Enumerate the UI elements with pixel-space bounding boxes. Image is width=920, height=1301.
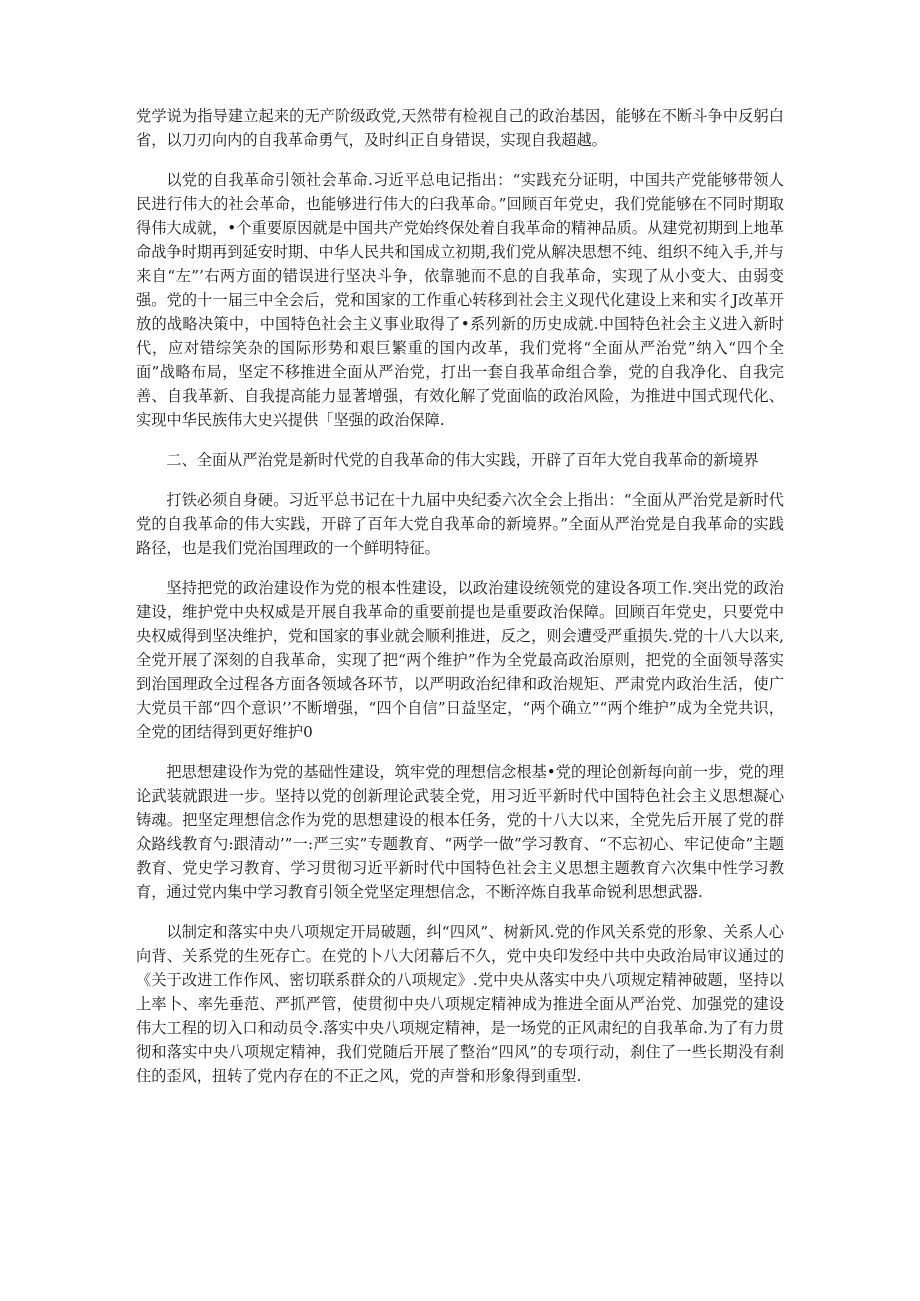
paragraph-political-building: 坚持把党的政治建设作为党的根本性建设，以政治建设统领党的建设各项工作.突出党的政治建设，维护党中央权威是开展自我革命的重要前提也是重要政治保障。回顾百年党史，只要党中央权威得到坚决维护，党和国家的事业就会顺利推进，反之，则会遭受严重损失.党的十八大以来,全党开展了深刻的自我革命，实现了把“两个维护”作为全党最高政治原则，把党的全面领导落实到治国理政全过程各方面各领域各环节，以严明政治纪律和政治规矩、严肃党内政治生活，使广大党员干部“四个意识’’不断增强，“四个自信”日益坚定，“两个确立”“两个维护”成为全党共识，全党的团结得到更好维护0	[136, 579, 784, 741]
paragraph-ideological-building: 把思想建设作为党的基础性建设，筑牢党的理想信念根基•党的理论创新每向前一步，党的理论武装就跟进一步。坚持以党的创新理论武装全党，用习近平新时代中国特色社会主义思想凝心铸魂。把坚定理想信念作为党的思想建设的根本任务，党的十八大以来，全党先后开展了党的群众路线教育勺:跟清动’”一:严三实”专题教育、“两学一做”学习教育、“不忘初心、牢记使命”主题教育、党史学习教育、学习贯彻习近平新时代中国特色社会主义思想主题教育六次集中性学习教育，通过党内集中学习教育引领全党坚定理想信念，不断淬炼自我革命锐利思想武器.	[136, 763, 784, 901]
paragraph-eight-point-rules: 以制定和落实中央八项规定开局破题，纠“四风”、树新风.党的作风关系党的形象、关系人心向背、关系党的生死存亡。在党的卜八大闭幕后不久，党中央印发经中共中央政治局审议通过的《关于改进工作作风、密切联系群众的八项规定》.党中央从落实中央八项规定精神破题，坚持以上率卜、率先垂范、严抓严管，使贯彻中央八项规定精神成为推进全面从严治党、加强党的建设伟大工程的切入口和动员令.落实中央八项规定精神，是一场党的正风肃纪的自我革命.为了有力贯彻和落实中央八项规定精神，我们党随后开展了整治“四风”的专项行动，刹住了一些长期没有刹住的歪风，扭转了党内存在的不正之风，党的声誉和形象得到重型.	[136, 923, 784, 1085]
paragraph-continuation: 党学说为指导建立起来的无产阶级政党,天然带有检视自己的政治基因，能够在不断斗争中反躬白省，以刀刃向内的自我革命勇气，及时纠正自身错误，实现自我超越。	[136, 107, 784, 149]
paragraph-self-revolution-leads-social-revolution: 以党的自我革命引领社会革命.习近平总电记指出：“实践充分证明，中国共产党能够带领人民进行伟大的社会革命，也能够进行伟大的臼我革命。”回顾百年党史，我们党能够在不同时期取得伟大成就，•个重要原因就是中国共产党始终保处着自我革命的精神品质。从建党初期到上地革命战争时期再到延安时期、中华人民共和国成立初期,我们党从解决思想不纯、组织不纯入手,并与来自“左”’右两方面的错误进行坚决斗争，依靠驰而不息的自我革命，实现了从小变大、由弱变强。党的十一届三中全会后，党和国家的工作重心转移到社会主义现代化建设上来和实彳J改革开放的战略决策中，中国特色社会主义事业取得了•系列新的历史成就.中国特色社会主义进入新时代，应对错综笑杂的国际形势和艰巨繁重的国内改革，我们党将“全面从严治党”纳入“四个全面”战略布局，坚定不移推进全面从严治党，打出一套自我革命组合拳，党的自我净化、自我完善、自我革新、自我提高能力显著增强，有效化解了党面临的政治风险，为推进中国式现代化、实现中华民族伟大史兴提供「坚强的政治保障.	[136, 171, 784, 429]
paragraph-iron-forging: 打铁必须自身硬。习近平总书记在十九届中央纪委六次全会上指出：“全面从严治党是新时代党的自我革命的伟大实践，开辟了百年大党自我革命的新境界。”全面从严治党是自我革命的实践路径，也是我们党治国理政的一个鲜明特征。	[136, 491, 784, 557]
section-heading-two: 二、全面从严治党是新时代党的自我革命的伟大实践，开辟了百年大党自我革命的新境界	[166, 451, 759, 469]
document-body	[136, 104, 784, 1104]
